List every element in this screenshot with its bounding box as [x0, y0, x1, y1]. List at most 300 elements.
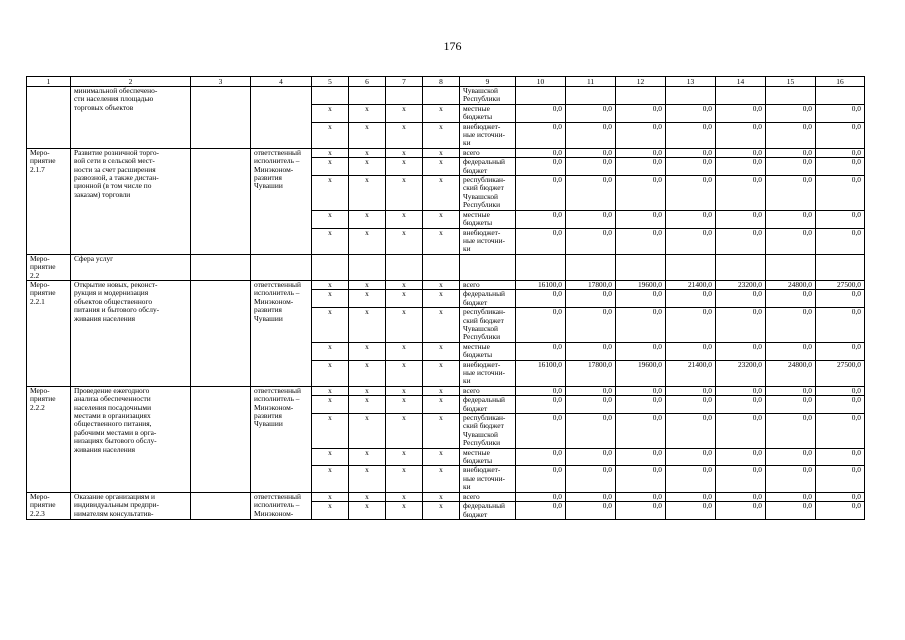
code-cell: x — [349, 176, 386, 211]
table-header-row — [27, 77, 865, 87]
funding-source: всего — [460, 386, 516, 395]
value-cell: 0,0 — [666, 466, 716, 492]
code-cell: x — [312, 158, 349, 176]
value-cell — [616, 87, 666, 105]
funding-source: федеральный бюджет — [460, 290, 516, 308]
value-cell: 0,0 — [566, 492, 616, 501]
code-cell: x — [349, 502, 386, 520]
value-cell — [616, 254, 666, 280]
code-cell: x — [349, 342, 386, 360]
funding-source: федеральный бюджет — [460, 158, 516, 176]
funding-source: всего — [460, 148, 516, 157]
table-row — [27, 386, 865, 395]
code-cell: x — [423, 386, 460, 395]
value-cell: 0,0 — [666, 492, 716, 501]
value-cell: 0,0 — [766, 148, 816, 157]
code-cell: x — [312, 466, 349, 492]
value-cell: 0,0 — [816, 158, 865, 176]
value-cell: 0,0 — [616, 448, 666, 466]
code-cell: x — [312, 176, 349, 211]
code-cell: x — [386, 280, 423, 289]
code-cell: x — [386, 396, 423, 414]
value-cell: 0,0 — [616, 290, 666, 308]
code-cell: x — [349, 122, 386, 148]
funding-source — [460, 254, 516, 280]
code-cell: x — [386, 502, 423, 520]
value-cell: 16100,0 — [516, 280, 566, 289]
code-cell: x — [349, 414, 386, 449]
value-cell: 0,0 — [616, 228, 666, 254]
value-cell: 0,0 — [766, 414, 816, 449]
value-cell: 0,0 — [766, 228, 816, 254]
code-cell: x — [386, 360, 423, 386]
value-cell: 0,0 — [716, 308, 766, 343]
value-cell: 0,0 — [766, 122, 816, 148]
code-cell: x — [312, 396, 349, 414]
value-cell: 23200,0 — [716, 360, 766, 386]
value-cell: 0,0 — [616, 396, 666, 414]
value-cell: 0,0 — [516, 290, 566, 308]
code-cell: x — [349, 210, 386, 228]
code-cell: x — [386, 466, 423, 492]
value-cell: 0,0 — [816, 448, 865, 466]
value-cell: 0,0 — [566, 502, 616, 520]
header-cell: 15 — [766, 77, 816, 87]
value-cell: 0,0 — [566, 290, 616, 308]
value-cell: 0,0 — [716, 210, 766, 228]
value-cell: 0,0 — [516, 158, 566, 176]
code-cell: x — [349, 492, 386, 501]
value-cell: 0,0 — [716, 386, 766, 395]
value-cell: 0,0 — [666, 176, 716, 211]
activity-code: Меро- приятие 2.2 — [27, 254, 71, 280]
value-cell: 0,0 — [566, 148, 616, 157]
code-cell: x — [423, 308, 460, 343]
code-cell: x — [423, 148, 460, 157]
funding-source: всего — [460, 280, 516, 289]
code-cell: x — [312, 308, 349, 343]
value-cell: 0,0 — [666, 290, 716, 308]
value-cell: 0,0 — [516, 448, 566, 466]
value-cell: 0,0 — [566, 104, 616, 122]
value-cell — [566, 87, 616, 105]
code-cell: x — [423, 290, 460, 308]
value-cell: 0,0 — [766, 386, 816, 395]
code-cell: x — [423, 360, 460, 386]
value-cell: 19600,0 — [616, 280, 666, 289]
value-cell: 0,0 — [716, 492, 766, 501]
code-cell: x — [312, 290, 349, 308]
value-cell: 0,0 — [516, 104, 566, 122]
value-cell: 0,0 — [516, 210, 566, 228]
funding-source: республикан- ский бюджет Чувашской Республики — [460, 176, 516, 211]
code-cell: x — [312, 414, 349, 449]
value-cell: 0,0 — [616, 122, 666, 148]
header-cell: 10 — [516, 77, 566, 87]
value-cell: 0,0 — [716, 466, 766, 492]
header-cell: 6 — [349, 77, 386, 87]
value-cell: 23200,0 — [716, 280, 766, 289]
header-cell: 2 — [71, 77, 191, 87]
value-cell: 0,0 — [566, 396, 616, 414]
table-row — [27, 148, 865, 157]
code-cell: x — [349, 104, 386, 122]
code-cell: x — [423, 210, 460, 228]
code-cell: x — [423, 104, 460, 122]
value-cell: 0,0 — [516, 502, 566, 520]
header-cell: 12 — [616, 77, 666, 87]
code-cell: x — [386, 492, 423, 501]
funding-source: внебюджет- ные источни- ки — [460, 360, 516, 386]
funding-source: всего — [460, 492, 516, 501]
funding-source: республикан- ский бюджет Чувашской Республики — [460, 414, 516, 449]
value-cell: 0,0 — [616, 308, 666, 343]
value-cell: 0,0 — [616, 158, 666, 176]
value-cell: 17800,0 — [566, 280, 616, 289]
value-cell: 0,0 — [666, 386, 716, 395]
code-cell: x — [349, 228, 386, 254]
header-cell: 9 — [460, 77, 516, 87]
value-cell: 0,0 — [566, 414, 616, 449]
code-cell: x — [423, 396, 460, 414]
value-cell: 0,0 — [716, 396, 766, 414]
header-cell: 5 — [312, 77, 349, 87]
value-cell: 21400,0 — [666, 360, 716, 386]
value-cell: 0,0 — [666, 448, 716, 466]
code-cell: x — [386, 122, 423, 148]
code-cell: x — [423, 158, 460, 176]
activity-name: Сфера услуг — [71, 254, 191, 280]
value-cell: 0,0 — [666, 396, 716, 414]
value-cell: 0,0 — [816, 414, 865, 449]
header-cell: 11 — [566, 77, 616, 87]
value-cell: 0,0 — [566, 308, 616, 343]
header-cell: 8 — [423, 77, 460, 87]
code-cell: x — [423, 414, 460, 449]
value-cell: 0,0 — [816, 466, 865, 492]
code-cell: x — [349, 386, 386, 395]
code-cell: x — [349, 290, 386, 308]
code-cell — [386, 87, 423, 105]
value-cell: 0,0 — [616, 386, 666, 395]
activity-name: Развитие розничной торго- вой сети в сельской мест- ности за счет расширения развозной, а также дистан- ционной (в том числе по заказам) торговли — [71, 148, 191, 254]
value-cell: 0,0 — [516, 122, 566, 148]
code-cell: x — [386, 210, 423, 228]
code-cell — [386, 254, 423, 280]
code-cell: x — [386, 176, 423, 211]
code-cell: x — [349, 396, 386, 414]
value-cell: 0,0 — [766, 210, 816, 228]
value-cell: 0,0 — [766, 396, 816, 414]
activity-code — [27, 87, 71, 149]
value-cell — [766, 87, 816, 105]
header-cell: 13 — [666, 77, 716, 87]
value-cell: 0,0 — [566, 210, 616, 228]
value-cell: 0,0 — [516, 466, 566, 492]
value-cell: 0,0 — [766, 502, 816, 520]
value-cell: 16100,0 — [516, 360, 566, 386]
code-cell: x — [349, 360, 386, 386]
code-cell: x — [312, 502, 349, 520]
value-cell: 0,0 — [816, 176, 865, 211]
code-cell: x — [423, 176, 460, 211]
activity-name: Открытие новых, реконст- рукция и модернизация объектов общественного питания и бытового обслу- живания населения — [71, 280, 191, 386]
funding-source: внебюджет- ные источни- ки — [460, 122, 516, 148]
value-cell: 0,0 — [516, 414, 566, 449]
header-cell: 14 — [716, 77, 766, 87]
code-cell: x — [423, 122, 460, 148]
value-cell: 0,0 — [566, 466, 616, 492]
code-cell: x — [312, 148, 349, 157]
value-cell: 0,0 — [816, 492, 865, 501]
funding-source: федеральный бюджет — [460, 396, 516, 414]
code-cell: x — [423, 280, 460, 289]
code-cell: x — [423, 492, 460, 501]
value-cell: 17800,0 — [566, 360, 616, 386]
value-cell: 0,0 — [816, 308, 865, 343]
value-cell — [666, 254, 716, 280]
code-cell: x — [312, 228, 349, 254]
value-cell — [766, 254, 816, 280]
value-cell: 0,0 — [666, 228, 716, 254]
code-cell: x — [423, 502, 460, 520]
code-cell — [423, 87, 460, 105]
header-cell: 7 — [386, 77, 423, 87]
value-cell: 0,0 — [766, 176, 816, 211]
code-cell: x — [349, 308, 386, 343]
value-cell: 0,0 — [566, 448, 616, 466]
header-cell: 1 — [27, 77, 71, 87]
value-cell: 0,0 — [516, 492, 566, 501]
value-cell: 0,0 — [766, 342, 816, 360]
value-cell: 0,0 — [716, 148, 766, 157]
value-cell: 0,0 — [666, 148, 716, 157]
value-cell: 0,0 — [566, 122, 616, 148]
value-cell: 0,0 — [616, 148, 666, 157]
value-cell: 0,0 — [766, 158, 816, 176]
funding-source: местные бюджеты — [460, 210, 516, 228]
value-cell: 0,0 — [566, 342, 616, 360]
table-row — [27, 254, 865, 280]
funding-source: внебюджет- ные источни- ки — [460, 228, 516, 254]
code-cell: x — [423, 466, 460, 492]
value-cell: 19600,0 — [616, 360, 666, 386]
value-cell: 0,0 — [766, 104, 816, 122]
value-cell: 27500,0 — [816, 280, 865, 289]
value-cell: 24800,0 — [766, 360, 816, 386]
activity-code: Меро- приятие 2.2.1 — [27, 280, 71, 386]
value-cell: 0,0 — [816, 210, 865, 228]
value-cell: 0,0 — [516, 342, 566, 360]
code-cell: x — [312, 448, 349, 466]
executor-cell — [251, 87, 312, 149]
value-cell: 0,0 — [516, 176, 566, 211]
value-cell: 0,0 — [816, 502, 865, 520]
code-cell — [349, 87, 386, 105]
table-row — [27, 280, 865, 289]
value-cell: 0,0 — [766, 290, 816, 308]
value-cell: 0,0 — [816, 122, 865, 148]
value-cell: 0,0 — [816, 342, 865, 360]
funding-source: местные бюджеты — [460, 342, 516, 360]
funding-source: федеральный бюджет — [460, 502, 516, 520]
value-cell: 0,0 — [716, 342, 766, 360]
value-cell: 0,0 — [816, 290, 865, 308]
code-cell: x — [312, 122, 349, 148]
funding-source: внебюджет- ные источни- ки — [460, 466, 516, 492]
value-cell: 0,0 — [766, 492, 816, 501]
value-cell: 0,0 — [666, 502, 716, 520]
code-cell: x — [349, 158, 386, 176]
code-cell: x — [423, 342, 460, 360]
page-number: 176 — [443, 39, 462, 53]
col3-cell — [191, 492, 251, 519]
value-cell: 0,0 — [816, 386, 865, 395]
value-cell — [716, 254, 766, 280]
code-cell — [312, 87, 349, 105]
code-cell: x — [386, 104, 423, 122]
executor-cell: ответственный исполнитель – Минэконом- развития Чувашии — [251, 386, 312, 492]
value-cell: 0,0 — [666, 414, 716, 449]
value-cell: 0,0 — [616, 466, 666, 492]
code-cell: x — [312, 104, 349, 122]
col3-cell — [191, 254, 251, 280]
code-cell: x — [349, 148, 386, 157]
value-cell: 0,0 — [616, 342, 666, 360]
col3-cell — [191, 87, 251, 149]
value-cell: 0,0 — [716, 290, 766, 308]
code-cell: x — [386, 342, 423, 360]
value-cell: 0,0 — [716, 228, 766, 254]
value-cell: 0,0 — [816, 228, 865, 254]
value-cell: 0,0 — [666, 104, 716, 122]
value-cell: 24800,0 — [766, 280, 816, 289]
header-cell: 16 — [816, 77, 865, 87]
value-cell: 0,0 — [716, 158, 766, 176]
code-cell: x — [312, 210, 349, 228]
value-cell: 0,0 — [716, 414, 766, 449]
table-row — [27, 492, 865, 501]
activity-name: Оказание организациям и индивидуальным предпри- нимателям консультатив- — [71, 492, 191, 519]
value-cell: 0,0 — [816, 396, 865, 414]
funding-source: Чувашской Республики — [460, 87, 516, 105]
value-cell: 0,0 — [516, 396, 566, 414]
code-cell: x — [423, 228, 460, 254]
code-cell: x — [386, 448, 423, 466]
code-cell: x — [386, 158, 423, 176]
code-cell: x — [349, 280, 386, 289]
value-cell: 21400,0 — [666, 280, 716, 289]
code-cell — [312, 254, 349, 280]
value-cell: 0,0 — [766, 448, 816, 466]
value-cell: 0,0 — [816, 104, 865, 122]
code-cell: x — [423, 448, 460, 466]
value-cell: 27500,0 — [816, 360, 865, 386]
col3-cell — [191, 280, 251, 386]
col3-cell — [191, 386, 251, 492]
activity-name: минимальной обеспечено- сти населения площадью торговых объектов — [71, 87, 191, 149]
activity-code: Меро- приятие 2.2.3 — [27, 492, 71, 519]
value-cell: 0,0 — [716, 448, 766, 466]
code-cell: x — [386, 414, 423, 449]
value-cell: 0,0 — [716, 502, 766, 520]
table-row — [27, 87, 865, 105]
value-cell — [716, 87, 766, 105]
funding-source: местные бюджеты — [460, 104, 516, 122]
value-cell: 0,0 — [666, 342, 716, 360]
funding-source: республикан- ский бюджет Чувашской Республики — [460, 308, 516, 343]
value-cell: 0,0 — [666, 308, 716, 343]
code-cell: x — [349, 466, 386, 492]
value-cell: 0,0 — [566, 176, 616, 211]
value-cell: 0,0 — [516, 386, 566, 395]
value-cell: 0,0 — [516, 148, 566, 157]
code-cell: x — [312, 386, 349, 395]
code-cell — [349, 254, 386, 280]
value-cell: 0,0 — [616, 176, 666, 211]
value-cell — [816, 87, 865, 105]
code-cell: x — [312, 280, 349, 289]
value-cell — [816, 254, 865, 280]
activity-code: Меро- приятие 2.2.2 — [27, 386, 71, 492]
funding-source: местные бюджеты — [460, 448, 516, 466]
value-cell: 0,0 — [616, 104, 666, 122]
value-cell — [566, 254, 616, 280]
value-cell: 0,0 — [616, 492, 666, 501]
code-cell: x — [386, 386, 423, 395]
value-cell: 0,0 — [816, 148, 865, 157]
value-cell: 0,0 — [616, 502, 666, 520]
activity-name: Проведение ежегодного анализа обеспеченности населения посадочными местами в организациях общественного питания, рабочими местами в орга- низациях бытового обслу- живания населения — [71, 386, 191, 492]
header-cell: 3 — [191, 77, 251, 87]
code-cell: x — [386, 228, 423, 254]
header-cell: 4 — [251, 77, 312, 87]
value-cell: 0,0 — [716, 122, 766, 148]
code-cell: x — [312, 342, 349, 360]
activity-code: Меро- приятие 2.1.7 — [27, 148, 71, 254]
col3-cell — [191, 148, 251, 254]
value-cell — [516, 254, 566, 280]
code-cell: x — [312, 360, 349, 386]
value-cell: 0,0 — [716, 176, 766, 211]
value-cell: 0,0 — [516, 228, 566, 254]
value-cell: 0,0 — [566, 228, 616, 254]
value-cell: 0,0 — [766, 466, 816, 492]
code-cell — [423, 254, 460, 280]
executor-cell — [251, 254, 312, 280]
code-cell: x — [386, 148, 423, 157]
value-cell: 0,0 — [666, 210, 716, 228]
value-cell: 0,0 — [666, 122, 716, 148]
value-cell: 0,0 — [766, 308, 816, 343]
value-cell: 0,0 — [516, 308, 566, 343]
code-cell: x — [386, 290, 423, 308]
code-cell: x — [312, 492, 349, 501]
budget-table — [26, 76, 865, 520]
value-cell: 0,0 — [566, 158, 616, 176]
value-cell: 0,0 — [616, 414, 666, 449]
value-cell: 0,0 — [666, 158, 716, 176]
code-cell: x — [386, 308, 423, 343]
code-cell: x — [349, 448, 386, 466]
value-cell: 0,0 — [616, 210, 666, 228]
value-cell — [516, 87, 566, 105]
executor-cell: ответственный исполнитель – Минэконом- — [251, 492, 312, 519]
value-cell — [666, 87, 716, 105]
value-cell: 0,0 — [566, 386, 616, 395]
executor-cell: ответственный исполнитель – Минэконом- развития Чувашии — [251, 280, 312, 386]
executor-cell: ответственный исполнитель – Минэконом- развития Чувашии — [251, 148, 312, 254]
